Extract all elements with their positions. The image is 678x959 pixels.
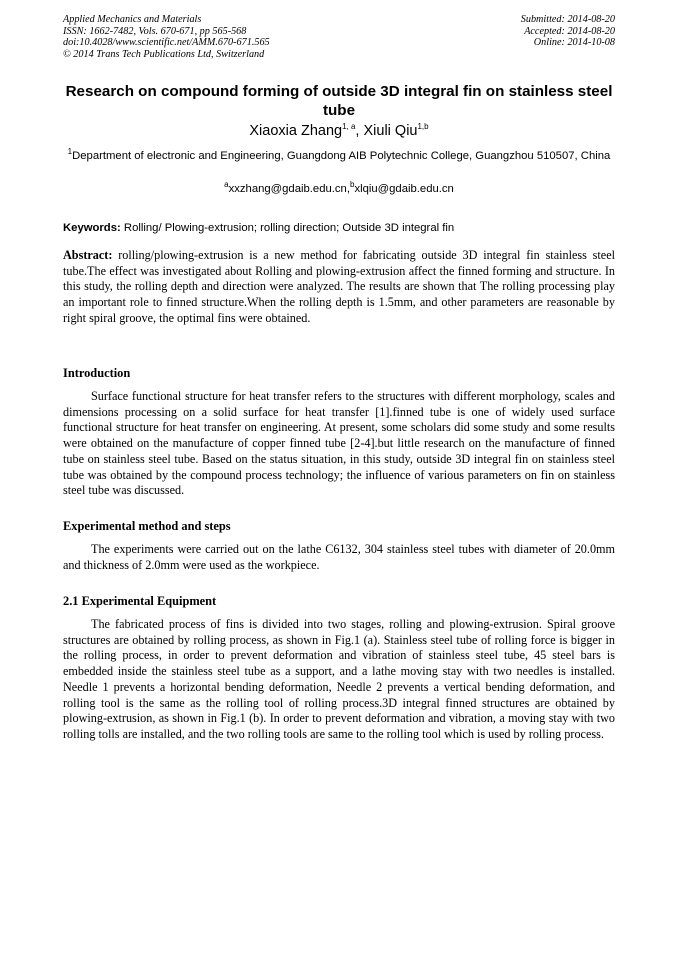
section-heading-equipment: 2.1 Experimental Equipment — [63, 594, 217, 608]
issn-line: ISSN: 1662-7482, Vols. 670-671, pp 565-568 — [63, 25, 247, 37]
journal-info — [63, 14, 270, 60]
affiliation-text: Department of electronic and Engineering, Guangdong AIB Polytechnic College, Guangzhou 510507, China — [72, 150, 611, 162]
accepted-date: Accepted: 2014-08-20 — [524, 25, 615, 37]
online-date: Online: 2014-10-08 — [533, 37, 615, 49]
email-mark: b — [349, 180, 355, 190]
experimental-paragraph: The experiments were carried out on the lathe C6132, 304 stainless steel tubes with diameter of 20.0mm and thickness of 2.0mm were used as the workpiece. — [63, 542, 615, 572]
author-name: Xiaoxia Zhang — [249, 123, 343, 139]
abstract — [63, 248, 615, 327]
submitted-date: Submitted: 2014-08-20 — [520, 14, 615, 25]
introduction-paragraph: Surface functional structure for heat transfer refers to the structures with different morphology, scales and dimensions processing on a solid surface for heat transfer [1].finned tube is one of widely used surface functional structure for heat transfer on engineering. At present, some scholars did some study and some results were obtained on the manufacture of copper finned tube [2-4].but little research on the manufacture of finned tube on stainless steel tube. Based on the status situation, in this study, outside 3D integral fin on stainless steel tube was obtained by the compound process technology; the influence of various parameters on fin on stainless steel tube was discussed. — [63, 389, 615, 498]
author-list — [60, 122, 618, 140]
author-affil-mark: 1, a — [342, 122, 356, 132]
keywords-text: Rolling/ Plowing-extrusion; rolling direction; Outside 3D integral fin — [120, 222, 455, 234]
keywords — [63, 221, 615, 235]
abstract-text: rolling/plowing-extrusion is a new method for fabricating outside 3D integral fin stainless steel tube.The effect was investigated about Rolling and plowing-extrusion affect the finned forming and structure. In this study, the rolling depth and direction were analyzed. The results are shown that The rolling processing play an important role to finned structure.When the rolling depth is 1.5mm, and other parameters are reasonable by right spiral groove, the optimal fins were obtained. — [63, 248, 615, 325]
section-heading-experimental: Experimental method and steps — [63, 519, 231, 533]
affiliation — [60, 149, 618, 165]
author-emails — [60, 182, 618, 197]
keywords-label: Keywords: — [63, 222, 121, 234]
copyright-line: © 2014 Trans Tech Publications Ltd, Switzerland — [63, 48, 265, 60]
journal-name: Applied Mechanics and Materials — [63, 14, 202, 25]
author-name: Xiuli Qiu — [363, 123, 418, 139]
email-link[interactable]: xlqiu@gdaib.edu.cn — [354, 183, 454, 195]
affiliation-mark: 1 — [67, 147, 73, 157]
section-heading-introduction: Introduction — [63, 366, 131, 380]
paper-title: Research on compound forming of outside 3D integral fin on stainless steel tube — [65, 83, 613, 119]
email-link[interactable]: xxzhang@gdaib.edu.cn, — [228, 183, 350, 195]
abstract-label: Abstract: — [63, 248, 113, 262]
doi-line: doi:10.4028/www.scientific.net/AMM.670-671.565 — [63, 37, 270, 49]
publication-dates — [521, 14, 615, 49]
author-affil-mark: 1,b — [417, 122, 429, 132]
equipment-paragraph: The fabricated process of fins is divided into two stages, rolling and plowing-extrusion. Spiral groove structures are obtained by rolling process, as shown in Fig.1 (a). Stainless steel tube of rolling force is bigger in the rolling process, in order to prevent deformation and vibration of stainless steel tube, 45 steel bars is embedded inside the stainless steel tube as a support, and a lathe moving stay with two needles is installed. Needle 1 prevents a horizontal bending deformation, Needle 2 prevents a vertical bending deformation, and rolling tool is the same as the rolling tool of rolling process.3D integral finned structures are obtained by plowing-extrusion, as shown in Fig.1 (b). In order to prevent deformation and vibration, a moving stay with two rolling tolls are installed, and the two rolling tools are same to the rolling tool which is used by rolling process. — [63, 617, 615, 741]
email-mark: a — [224, 180, 229, 190]
author-separator: , — [355, 123, 364, 139]
